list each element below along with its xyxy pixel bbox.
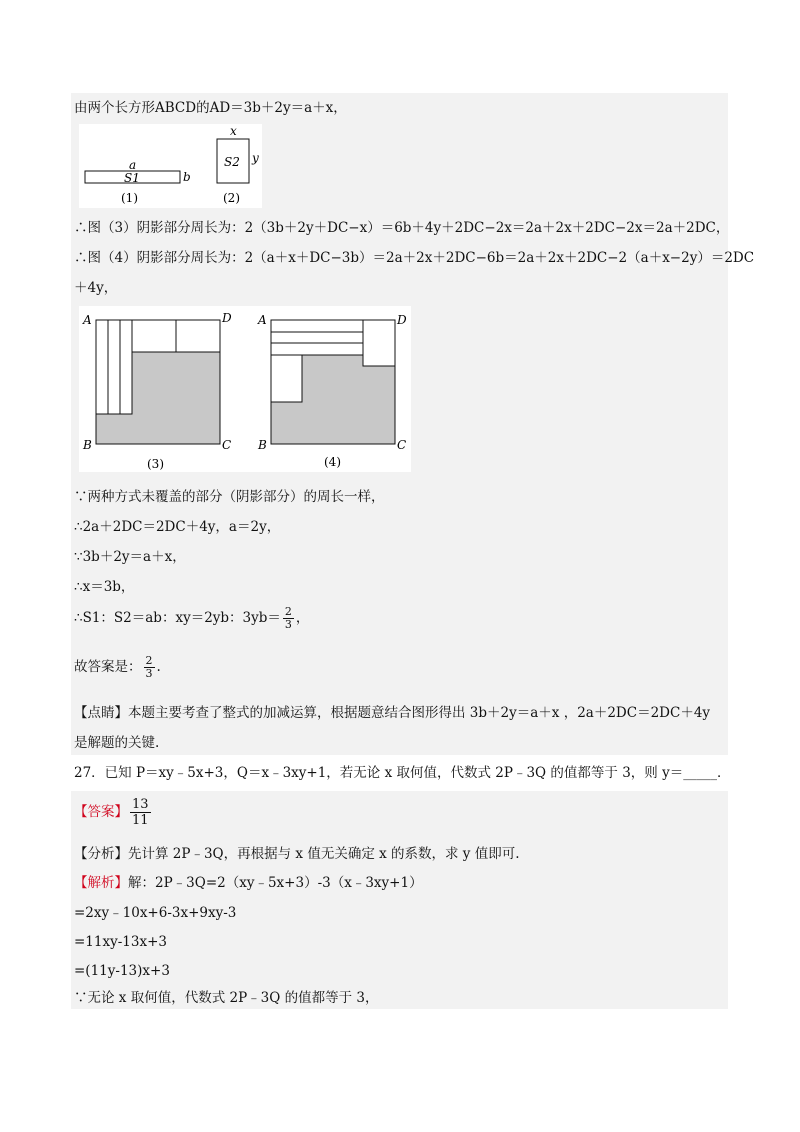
line-end: ，: [295, 610, 310, 626]
line-text: 故答案是：: [74, 659, 142, 675]
label-C: C: [397, 438, 407, 452]
figure-3-4: [79, 306, 411, 472]
fraction: [283, 606, 294, 631]
fraction-denominator: 3: [284, 618, 292, 631]
line-end: .: [156, 659, 161, 675]
solve-step: =(11y-13)x+3: [74, 963, 170, 979]
caption-4: (4): [324, 455, 341, 469]
analysis-tag: 【分析】: [74, 846, 128, 862]
fraction-denominator: 3: [145, 667, 153, 680]
label-A: A: [258, 313, 267, 327]
solution-line: ∵两种方式未覆盖的部分（阴影部分）的周长一样，: [74, 489, 385, 505]
label-D: D: [222, 311, 232, 325]
label-b: b: [183, 170, 191, 184]
figure-1-2-svg: [79, 124, 262, 208]
answer-tag: 【答案】: [74, 804, 128, 820]
fraction-numerator: 2: [145, 654, 153, 667]
solve-step: ∵无论 x 取何值，代数式 2P﹣3Q 的值都等于 3，: [74, 990, 379, 1006]
figure-3-4-svg: [79, 306, 411, 472]
solution-line: ∴图（4）阴影部分周长为：2（a＋x＋DC−3b）＝2a＋2x＋2DC−6b＝2a＋2x＋2DC−2（a＋x−2y）＝2DC: [74, 250, 755, 266]
label-x: x: [230, 124, 237, 138]
label-B: B: [83, 438, 92, 452]
solution-line: ∴图（3）阴影部分周长为：2（3b＋2y＋DC−x）＝6b＋4y＋2DC−2x＝2a＋2x＋2DC−2x＝2a＋2DC，: [74, 220, 730, 236]
fraction: [144, 655, 155, 680]
solution-line: ＋4y，: [74, 280, 118, 296]
label-y: y: [252, 151, 259, 165]
solve-tag: 【解析】: [74, 875, 128, 891]
label-s1: S1: [124, 171, 140, 185]
comment-text: 本题主要考查了整式的加减运算，根据题意结合图形得出 3b＋2y＝a＋x ，2a＋2DC＝2DC＋4y: [128, 705, 711, 721]
fraction-numerator: 2: [284, 605, 292, 618]
analysis-line: [74, 844, 520, 864]
label-A: A: [83, 313, 92, 327]
solve-step: =11xy-13x+3: [74, 934, 167, 950]
solve-text: 解：2P﹣3Q=2（xy﹣5x+3）-3（x﹣3xy+1）: [128, 875, 423, 891]
question-27: 27．已知 P＝xy﹣5x+3，Q＝x﹣3xy+1，若无论 x 取何值，代数式 2P﹣3Q 的值都等于 3，则 y＝_____．: [74, 765, 731, 781]
label-C: C: [222, 438, 232, 452]
fraction-numerator: 13: [132, 797, 149, 812]
caption-3: (3): [147, 457, 164, 471]
answer-fraction: [130, 797, 151, 828]
solve-line: [74, 873, 423, 893]
label-B: B: [258, 438, 267, 452]
comment-tag: 【点睛】: [74, 705, 128, 721]
caption-1: (1): [121, 191, 138, 205]
comment-line: 是解题的关键.: [74, 735, 160, 751]
solution-line-fraction: [74, 606, 309, 631]
analysis-text: 先计算 2P﹣3Q，再根据与 x 值无关确定 x 的系数，求 y 值即可.: [128, 846, 520, 862]
comment-line: [74, 703, 710, 723]
solution-line: ∴x＝3b，: [74, 579, 135, 595]
caption-2: (2): [223, 191, 240, 205]
label-s2: S2: [224, 155, 240, 169]
fraction-denominator: 11: [132, 813, 149, 828]
solve-step: =2xy﹣10x+6-3x+9xy-3: [74, 905, 237, 921]
figure-1-2: [79, 124, 262, 208]
answer-line: [74, 794, 153, 830]
solution-line: ∴2a＋2DC＝2DC＋4y，a＝2y，: [74, 519, 281, 535]
solution-line: ∵3b＋2y＝a＋x，: [74, 549, 186, 565]
label-a: a: [129, 158, 137, 172]
solution-line: 由两个长方形ABCD的AD＝3b＋2y＝a＋x，: [74, 100, 347, 116]
line-text: ∴S1：S2＝ab：xy＝2yb：3yb＝: [74, 610, 281, 626]
label-D: D: [397, 313, 407, 327]
final-answer-line: [74, 655, 161, 680]
